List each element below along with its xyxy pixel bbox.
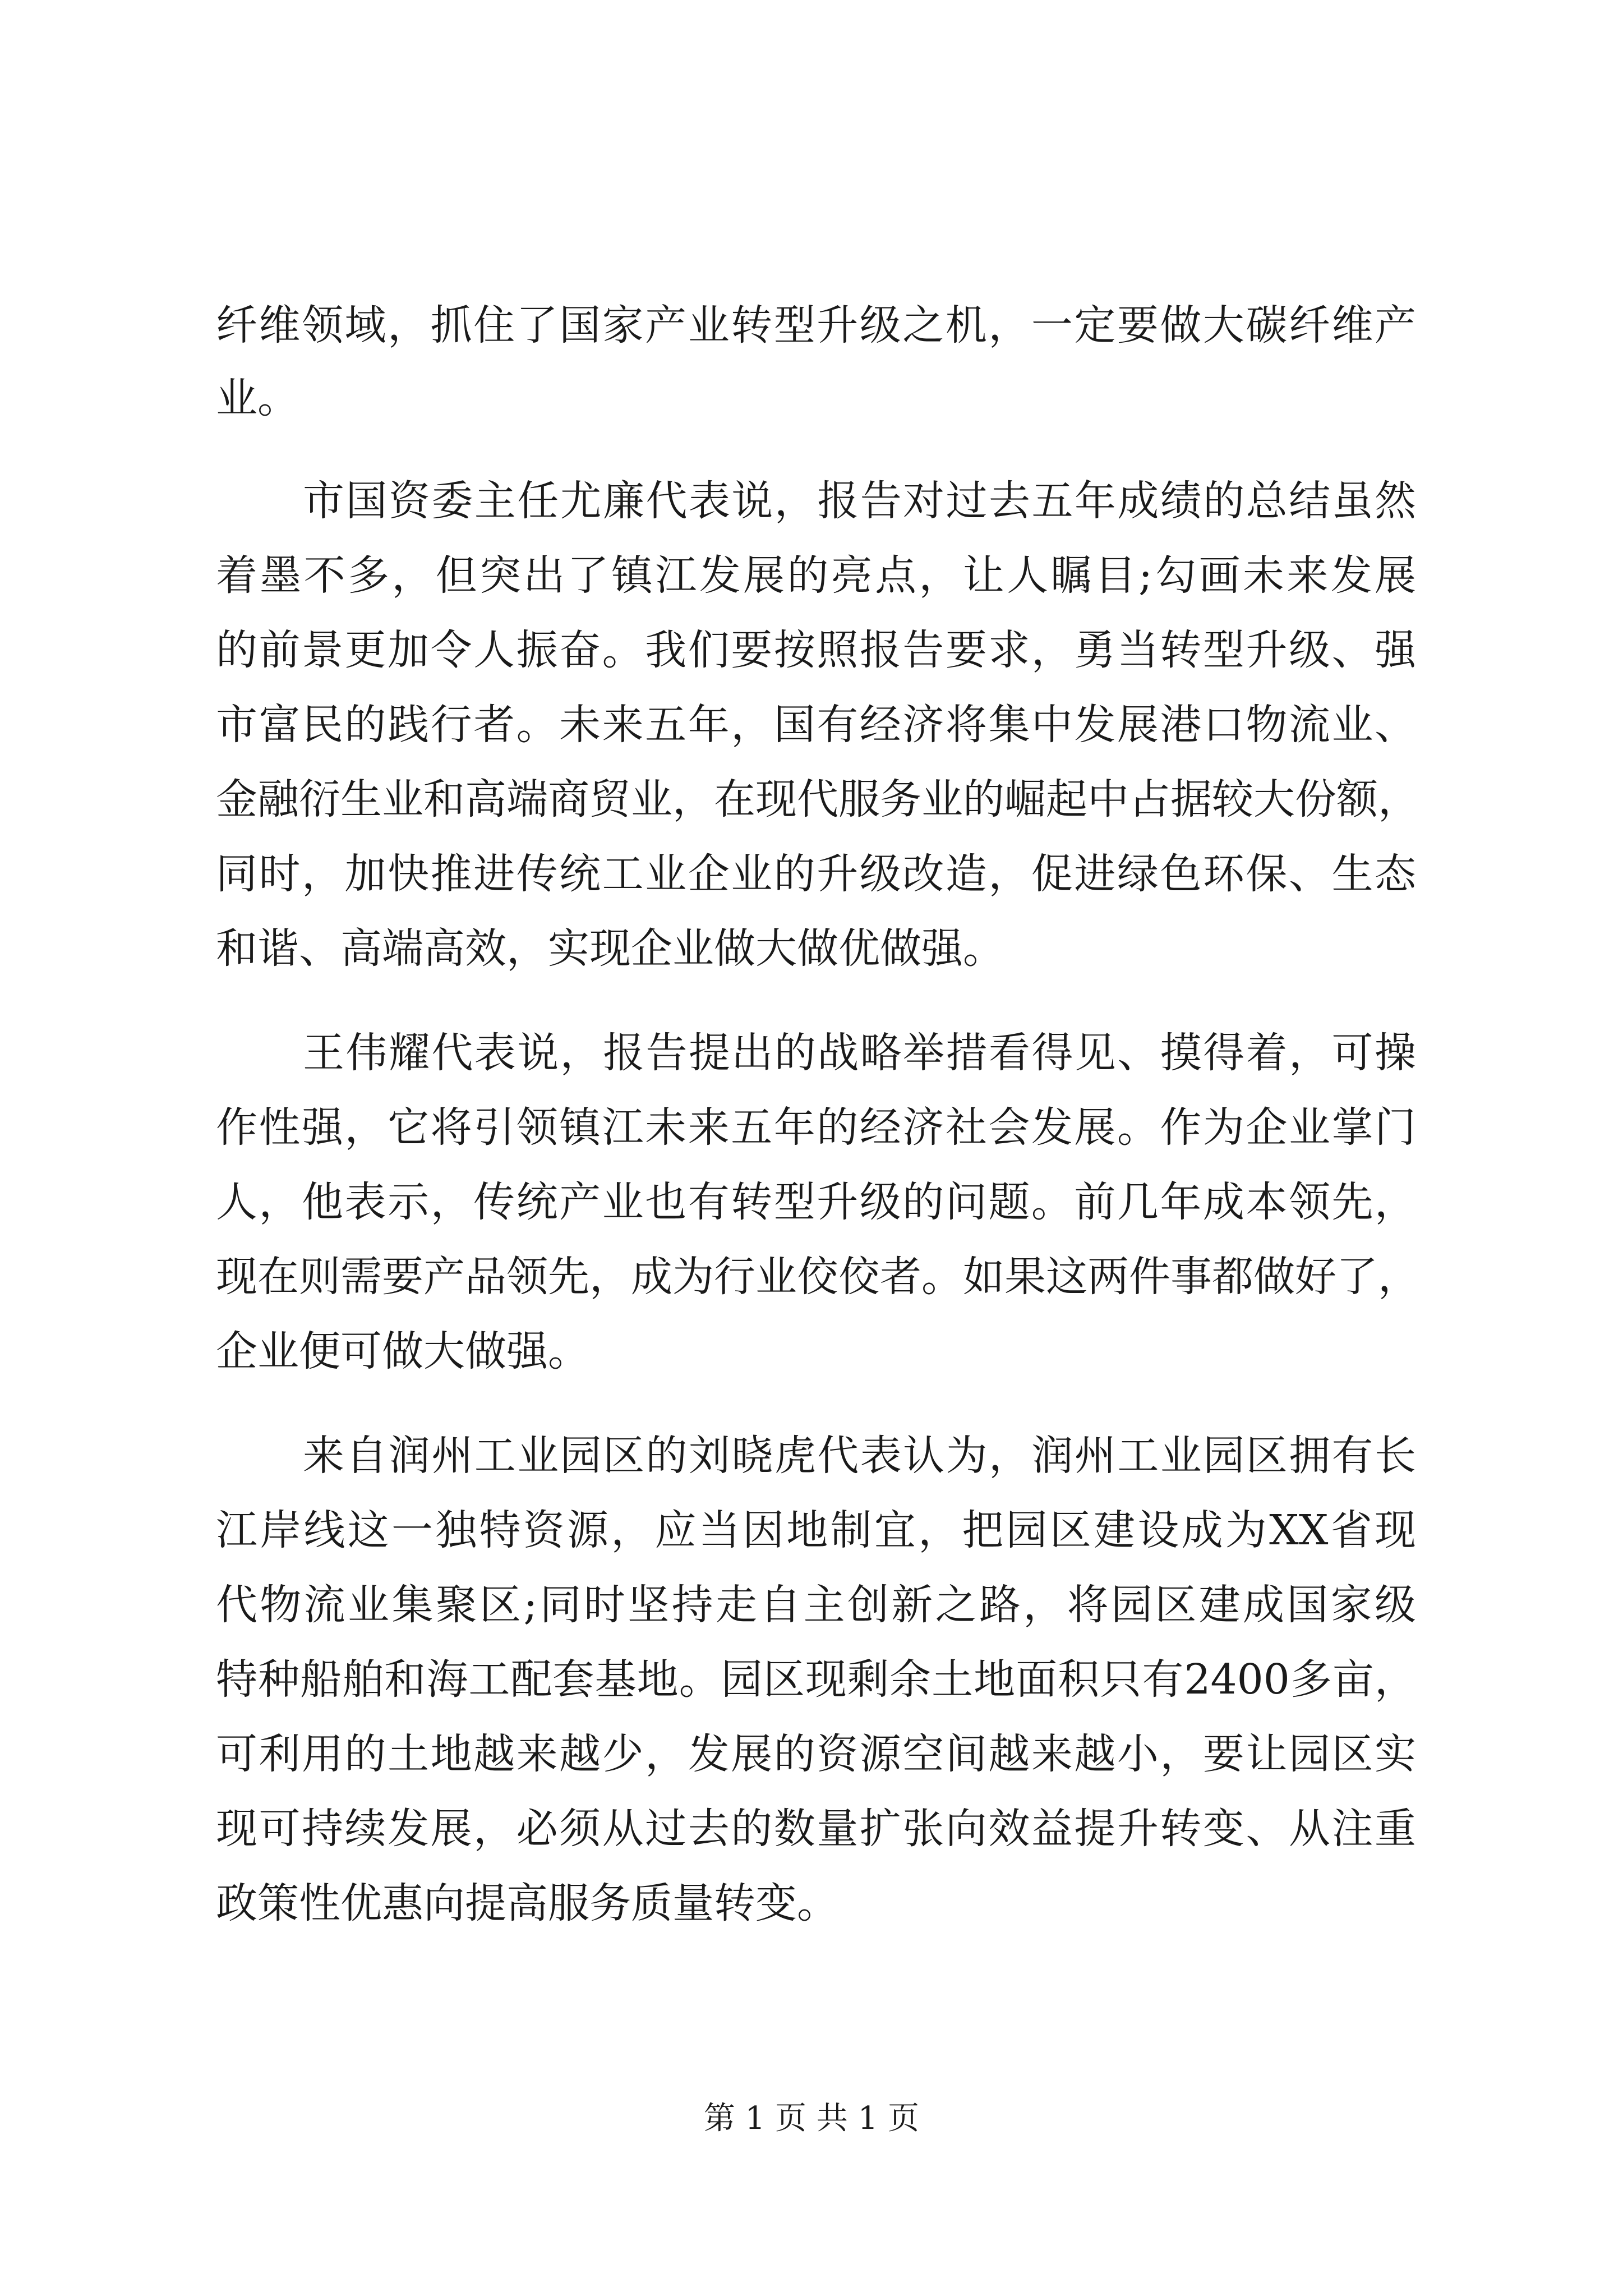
text-line: 政策性优惠向提高服务质量转变。 [216,1879,838,1927]
text-line: 特种船舶和海工配套基地。园区现剩余土地面积只有2400多亩， [216,1655,1416,1704]
text-line: 市富民的践行者。未来五年，国有经济将集中发展港口物流业、 [216,701,1416,749]
text-line: 王伟耀代表说，报告提出的战略举措看得见、摸得着，可操 [303,1029,1416,1077]
text-line: 金融衍生业和高端商贸业，在现代服务业的崛起中占据较大份额， [216,775,1419,823]
text-line: 作性强，它将引领镇江未来五年的经济社会发展。作为企业掌门 [216,1103,1416,1152]
text-line: 和谐、高端高效，实现企业做大做优做强。 [216,924,1004,973]
text-line: 同时，加快推进传统工业企业的升级改造，促进绿色环保、生态 [216,850,1416,898]
text-line: 可利用的土地越来越少，发展的资源空间越来越小，要让园区实 [216,1730,1416,1778]
text-line: 代物流业集聚区;同时坚持走自主创新之路，将园区建成国家级 [216,1581,1416,1629]
text-line: 人，他表示，传统产业也有转型升级的问题。前几年成本领先， [216,1178,1416,1226]
text-line: 江岸线这一独特资源，应当因地制宜，把园区建设成为XX省现 [216,1506,1416,1554]
text-line: 现在则需要产品领先，成为行业佼佼者。如果这两件事都做好了， [216,1253,1419,1301]
text-line: 市国资委主任尤廉代表说，报告对过去五年成绩的总结虽然 [303,477,1416,525]
text-line: 的前景更加令人振奋。我们要按照报告要求，勇当转型升级、强 [216,626,1416,674]
text-line: 企业便可做大做强。 [216,1327,589,1375]
text-line: 纤维领域，抓住了国家产业转型升级之机，一定要做大碳纤维产 [216,301,1416,349]
text-line: 业。 [216,374,299,422]
text-line: 着墨不多，但突出了镇江发展的亮点，让人瞩目;勾画未来发展 [216,551,1416,600]
page-footer: 第 1 页 共 1 页 [703,2100,920,2137]
text-line: 来自润州工业园区的刘晓虎代表认为，润州工业园区拥有长 [303,1432,1416,1480]
text-line: 现可持续发展，必须从过去的数量扩张向效益提升转变、从注重 [216,1805,1416,1853]
